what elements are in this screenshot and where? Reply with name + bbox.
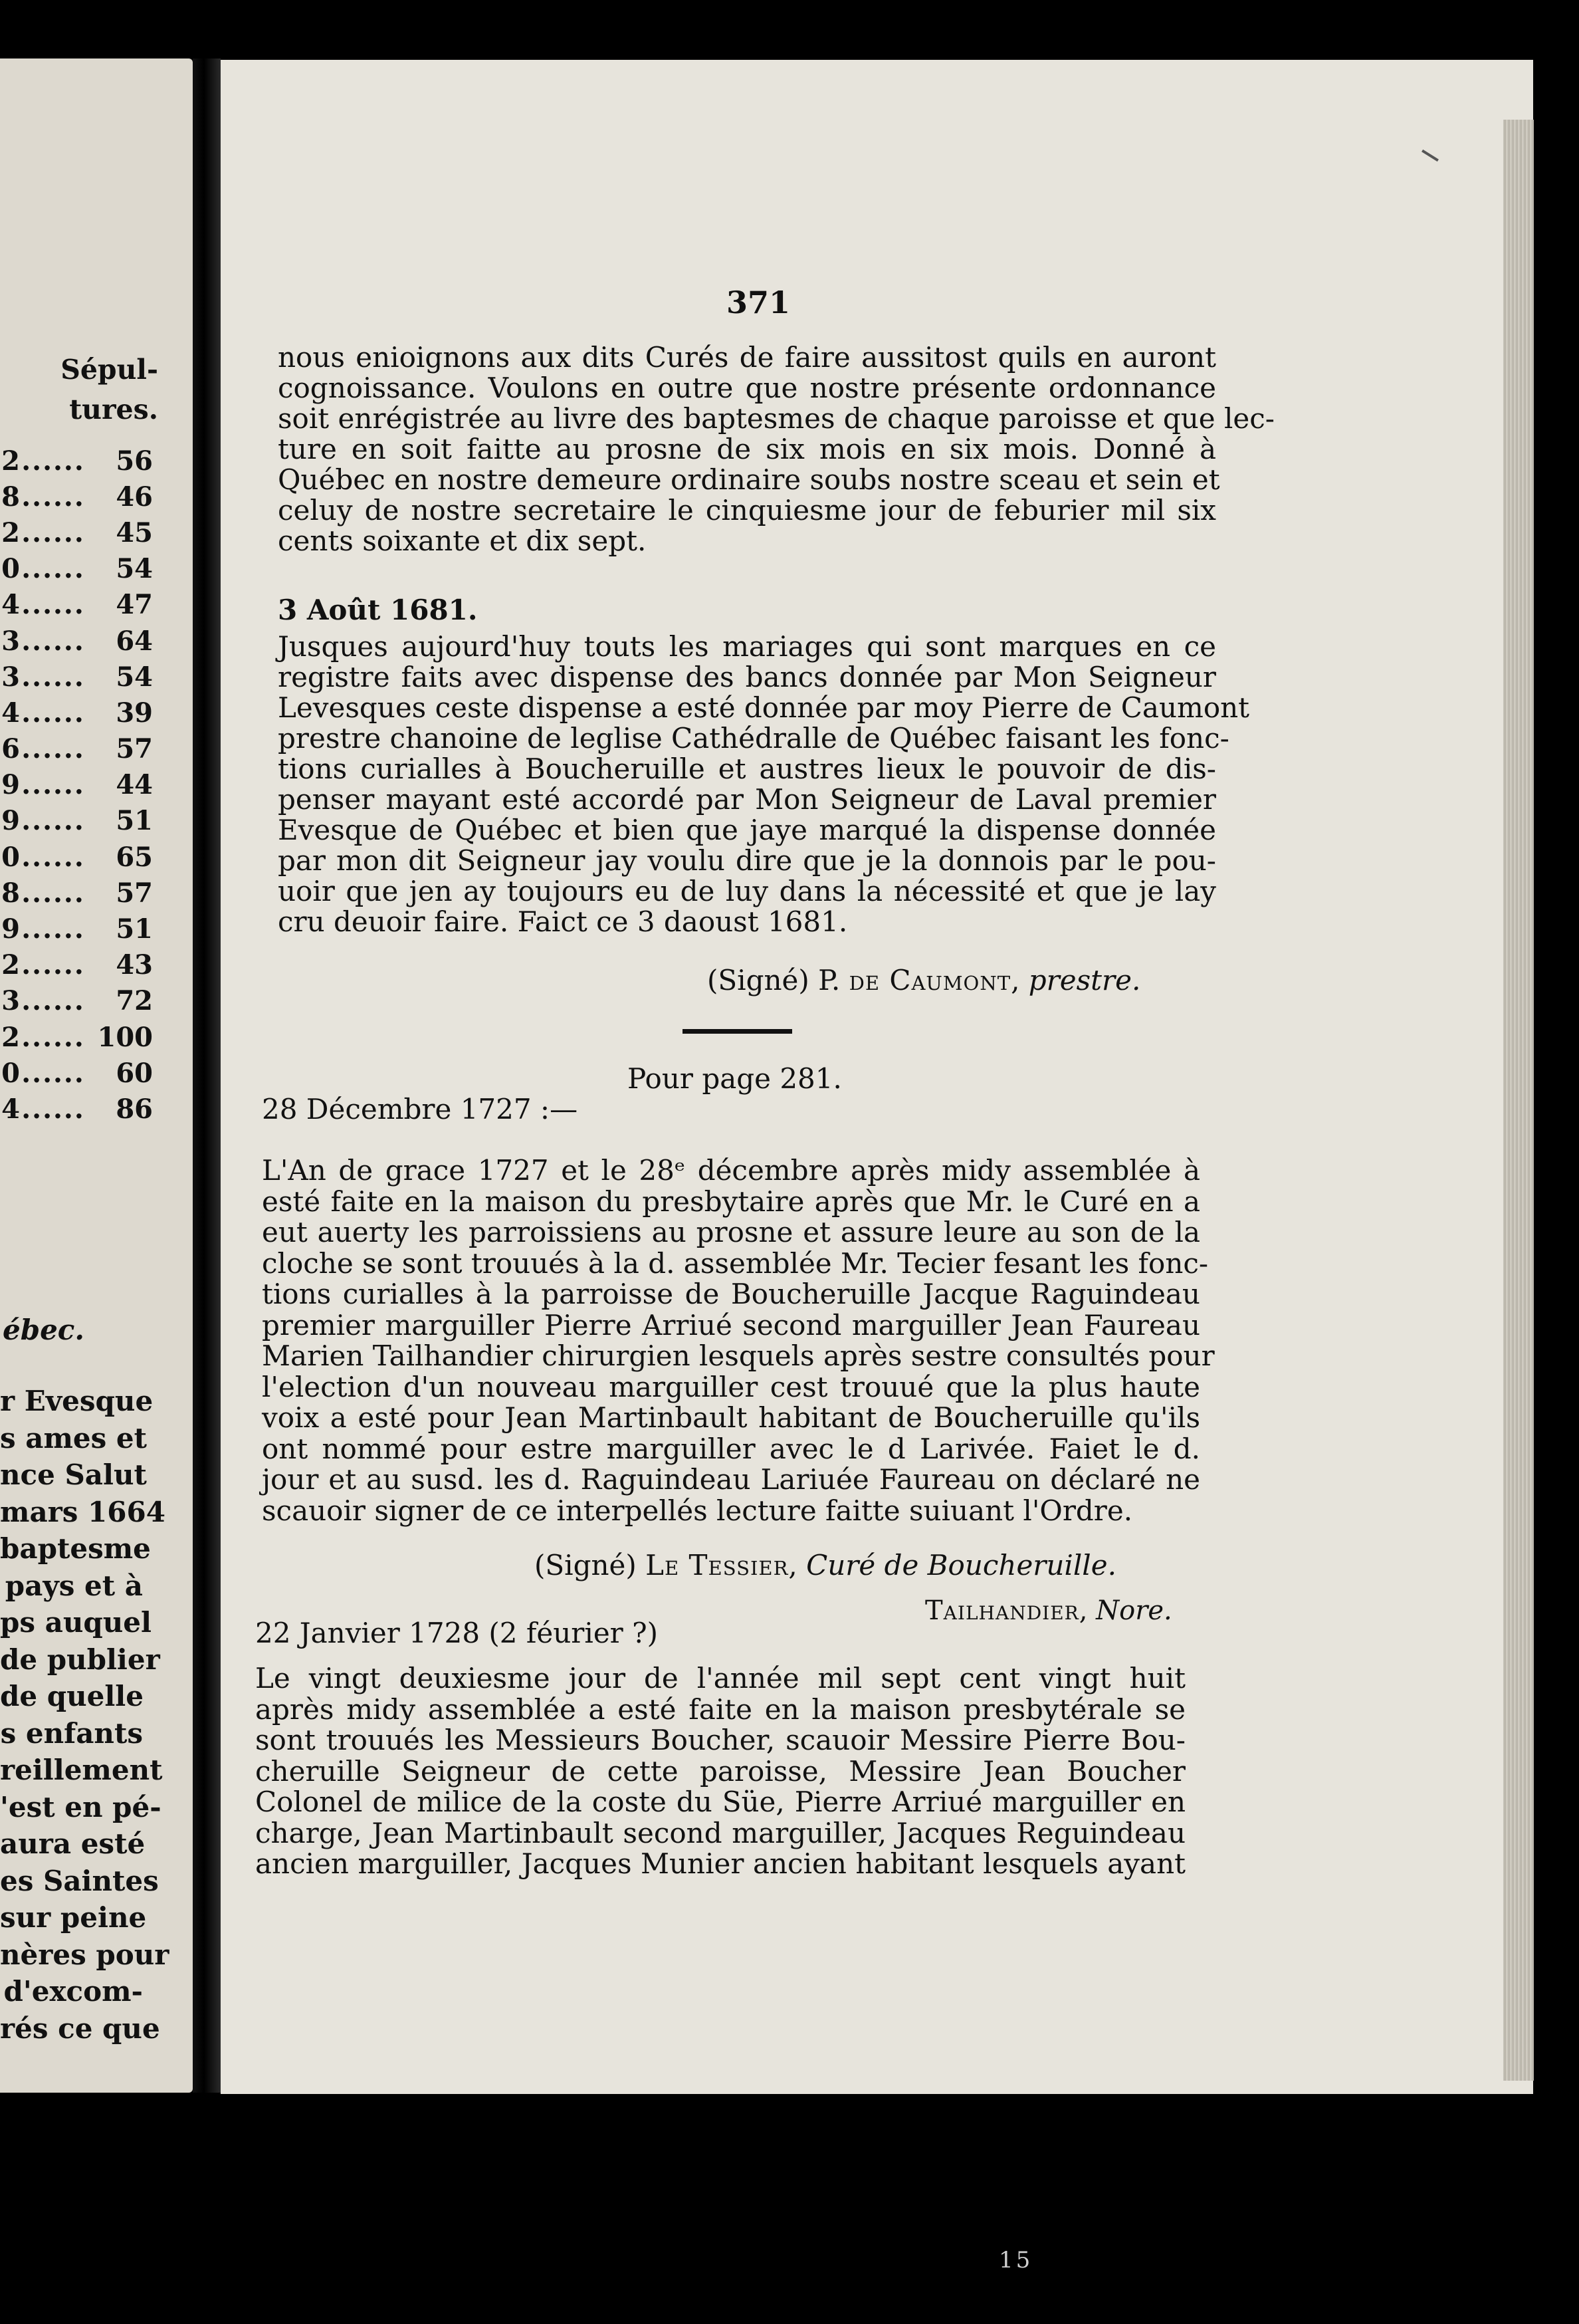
table-row bbox=[0, 1055, 159, 1091]
left-header-line: tures. bbox=[69, 394, 158, 425]
table-row bbox=[0, 911, 159, 947]
row-number: 3 bbox=[1, 661, 20, 693]
table-row bbox=[0, 839, 159, 875]
left-text-line: sur peine bbox=[0, 1901, 147, 1934]
row-value: 57 bbox=[116, 877, 153, 909]
table-row bbox=[0, 1091, 159, 1127]
text-line: cents soixante et dix sept. bbox=[278, 524, 647, 557]
text-line: cognoissance. Voulons en outre que nostre présente ordonnance bbox=[278, 372, 1216, 404]
row-value: 56 bbox=[116, 445, 153, 477]
row-leader: ...... bbox=[21, 1093, 85, 1125]
signature-prefix: (Signé) bbox=[534, 1549, 646, 1581]
table-row bbox=[0, 875, 159, 911]
row-leader: ...... bbox=[21, 661, 85, 693]
row-leader: ...... bbox=[21, 553, 85, 585]
row-number: 9 bbox=[1, 805, 20, 837]
left-text-line: ps auquel bbox=[0, 1606, 152, 1639]
row-value: 44 bbox=[116, 769, 153, 801]
book-gutter bbox=[193, 58, 221, 2093]
row-leader: ...... bbox=[21, 733, 85, 765]
signature-name: Tailhandier bbox=[925, 1595, 1079, 1626]
signature-title: prestre. bbox=[1028, 964, 1141, 996]
row-number: 9 bbox=[1, 769, 20, 801]
row-number: 4 bbox=[1, 589, 20, 621]
left-text-line: d'excom- bbox=[3, 1975, 143, 2008]
row-leader: ...... bbox=[21, 985, 85, 1017]
table-row bbox=[0, 695, 159, 731]
row-leader: ...... bbox=[21, 1021, 85, 1053]
text-line: registre faits avec dispense des bancs donnée par Mon Seigneur bbox=[278, 661, 1216, 693]
row-number: 9 bbox=[1, 913, 20, 945]
row-number: 0 bbox=[1, 1057, 20, 1089]
row-number: 4 bbox=[1, 1093, 20, 1125]
table-row bbox=[0, 767, 159, 803]
page-edge bbox=[1503, 120, 1534, 2081]
paragraph-assembly-1728 bbox=[255, 1663, 1186, 1880]
row-leader: ...... bbox=[21, 517, 85, 548]
text-line: l'election d'un nouveau marguiller cest trouué que la plus haute bbox=[262, 1370, 1200, 1403]
text-line: après midy assemblée a esté faite en la maison presbytérale se bbox=[255, 1692, 1186, 1726]
row-number: 0 bbox=[1, 553, 20, 585]
row-number: 4 bbox=[1, 697, 20, 729]
row-value: 39 bbox=[116, 697, 153, 729]
left-text-line: reillement bbox=[0, 1754, 163, 1786]
bottom-mark: 15 bbox=[999, 2247, 1033, 2273]
text-line: jour et au susd. les d. Raguindeau Lariuée Faureau on déclaré ne bbox=[262, 1463, 1200, 1496]
text-line: cru deuoir faire. Faict ce 3 daoust 1681. bbox=[278, 905, 848, 938]
text-line: prestre chanoine de leglise Cathédralle de Québec faisant les fonc- bbox=[278, 722, 1229, 755]
left-text-line: pays et à bbox=[5, 1569, 143, 1602]
left-text-line: aura esté bbox=[0, 1827, 146, 1860]
signature-caumont bbox=[707, 964, 1140, 996]
table-row bbox=[0, 731, 159, 767]
row-number: 3 bbox=[1, 985, 20, 1017]
text-line: tions curialles à Boucheruille et austres lieux le pouvoir de dis- bbox=[278, 753, 1216, 785]
row-leader: ...... bbox=[21, 949, 85, 981]
row-leader: ...... bbox=[21, 625, 85, 657]
left-text-line: es Saintes bbox=[0, 1864, 159, 1897]
signature-sep: , bbox=[1079, 1595, 1097, 1626]
row-number: 8 bbox=[1, 877, 20, 909]
text-line: Evesque de Québec et bien que jaye marqué la dispense donnée bbox=[278, 814, 1216, 846]
text-line: eut auerty les parroissiens au prosne et assure leure au son de la bbox=[262, 1216, 1200, 1248]
row-number: 3 bbox=[1, 625, 20, 657]
row-number: 2 bbox=[1, 1021, 20, 1053]
left-text-line: de quelle bbox=[0, 1680, 144, 1712]
left-header-line: Sépul- bbox=[60, 354, 158, 386]
left-text-line: nce Salut bbox=[0, 1458, 147, 1491]
text-line: Québec en nostre demeure ordinaire soubs nostre sceau et sein et bbox=[278, 463, 1220, 496]
date-heading-1681: 3 Août 1681. bbox=[278, 594, 478, 626]
row-number: 2 bbox=[1, 517, 20, 548]
row-value: 51 bbox=[116, 805, 153, 837]
signature-name: de Caumont bbox=[849, 964, 1011, 996]
table-row bbox=[0, 443, 159, 479]
text-line: soit enrégistrée au livre des baptesmes de chaque paroisse et que lec- bbox=[278, 402, 1275, 435]
row-value: 64 bbox=[116, 625, 153, 657]
left-column-header bbox=[39, 350, 158, 429]
row-leader: ...... bbox=[21, 877, 85, 909]
previous-page-fragment bbox=[0, 58, 193, 2093]
text-line: celuy de nostre secretaire le cinquiesme jour de feburier mil six bbox=[278, 494, 1216, 526]
left-text-line: baptesme bbox=[0, 1532, 151, 1565]
paragraph-ordinance bbox=[278, 341, 1275, 557]
left-text-line: s enfants bbox=[0, 1716, 143, 1750]
left-text-column bbox=[0, 1385, 169, 2049]
row-value: 47 bbox=[116, 589, 153, 621]
row-leader: ...... bbox=[21, 841, 85, 873]
text-line: ture en soit faitte au prosne de six mois en six mois. Donné à bbox=[278, 433, 1216, 465]
row-number: 6 bbox=[1, 733, 20, 765]
signature-name: Le Tessier bbox=[645, 1549, 789, 1581]
left-text-line: 'est en pé- bbox=[0, 1790, 161, 1823]
row-number: 2 bbox=[1, 445, 20, 477]
table-row bbox=[0, 515, 159, 550]
row-leader: ...... bbox=[21, 481, 85, 513]
left-text-line: nères pour bbox=[0, 1938, 169, 1971]
row-number: 0 bbox=[1, 841, 20, 873]
paragraph-marriages bbox=[278, 630, 1250, 938]
left-text-line: rés ce que bbox=[0, 2012, 160, 2045]
table-row bbox=[0, 623, 159, 659]
text-line: ancien marguiller, Jacques Munier ancien habitant lesquels ayant bbox=[255, 1847, 1186, 1880]
row-leader: ...... bbox=[21, 913, 85, 945]
row-number: 2 bbox=[1, 949, 20, 981]
text-line: sont trouués les Messieurs Boucher, scauoir Messire Pierre Bou- bbox=[255, 1724, 1186, 1756]
text-line: Levesques ceste dispense a esté donnée par moy Pierre de Caumont bbox=[278, 691, 1250, 724]
text-line: voix a esté pour Jean Martinbault habitant de Boucheruille qu'ils bbox=[262, 1401, 1200, 1434]
row-value: 45 bbox=[116, 517, 153, 548]
signature-tessier bbox=[534, 1549, 1116, 1581]
text-line: ont nommé pour estre marguiller avec le d Larivée. Faiet le d. bbox=[262, 1432, 1200, 1465]
signature-tailhandier bbox=[925, 1595, 1172, 1626]
left-text-line: s ames et bbox=[0, 1421, 148, 1454]
row-leader: ...... bbox=[21, 589, 85, 621]
table-row bbox=[0, 803, 159, 839]
text-line: uoir que jen ay toujours eu de luy dans la nécessité et que je lay bbox=[278, 875, 1216, 907]
table-row bbox=[0, 1019, 159, 1055]
table-row bbox=[0, 479, 159, 515]
signature-title: Curé de Boucheruille. bbox=[806, 1549, 1116, 1581]
text-line: par mon dit Seigneur jay voulu dire que je la donnois par le pou- bbox=[278, 844, 1216, 877]
row-leader: ...... bbox=[21, 769, 85, 801]
signature-prefix: (Signé) P. bbox=[707, 964, 849, 996]
left-text-line: mars 1664 bbox=[0, 1495, 165, 1528]
text-line: cloche se sont trouués à la d. assemblée Mr. Tecier fesant les fonc- bbox=[262, 1246, 1209, 1280]
row-leader: ...... bbox=[21, 805, 85, 837]
table-row bbox=[0, 659, 159, 695]
text-line: nous enioignons aux dits Curés de faire aussitost quils en auront bbox=[278, 341, 1216, 374]
text-line: Marien Tailhandier chirurgien lesquels après sestre consultés pour bbox=[262, 1339, 1215, 1372]
paragraph-assembly-1727 bbox=[262, 1154, 1215, 1527]
left-burials-table bbox=[0, 443, 159, 1127]
text-line: penser mayant esté accordé par Mon Seigneur de Laval premier bbox=[278, 783, 1216, 816]
text-line: charge, Jean Martinbault second marguiller, Jacques Reguindeau bbox=[255, 1816, 1186, 1849]
text-line: Colonel de milice de la coste du Süe, Pierre Arriué marguiller en bbox=[255, 1786, 1186, 1818]
left-heading: ébec. bbox=[3, 1314, 85, 1346]
row-value: 60 bbox=[116, 1057, 153, 1089]
text-line: scauoir signer de ce interpellés lecture faitte suiuant l'Ordre. bbox=[262, 1494, 1133, 1527]
text-line: tions curialles à la parroisse de Boucheruille Jacque Raguindeau bbox=[262, 1278, 1200, 1310]
text-line: premier marguiller Pierre Arriué second marguiller Jean Faureau bbox=[262, 1308, 1200, 1341]
date-heading-1727: 28 Décembre 1727 :— bbox=[262, 1093, 578, 1125]
row-leader: ...... bbox=[21, 1057, 85, 1089]
row-value: 100 bbox=[97, 1021, 153, 1053]
left-text-line: de publier bbox=[0, 1643, 160, 1676]
text-line: Jusques aujourd'huy touts les mariages qui sont marques en ce bbox=[278, 630, 1216, 663]
row-leader: ...... bbox=[21, 697, 85, 729]
row-value: 86 bbox=[116, 1093, 153, 1125]
text-line: esté faite en la maison du presbytaire après que Mr. le Curé en a bbox=[262, 1185, 1200, 1218]
signature-sep: , bbox=[788, 1549, 807, 1581]
left-text-line: r Evesque bbox=[0, 1385, 154, 1417]
date-heading-1728: 22 Janvier 1728 (2 féurier ?) bbox=[255, 1617, 659, 1649]
row-value: 54 bbox=[116, 661, 153, 693]
row-value: 46 bbox=[116, 481, 153, 513]
table-row bbox=[0, 983, 159, 1019]
row-value: 65 bbox=[116, 841, 153, 873]
text-line: cheruille Seigneur de cette paroisse, Messire Jean Boucher bbox=[255, 1754, 1186, 1788]
section-heading: Pour page 281. bbox=[627, 1062, 842, 1095]
signature-sep: , bbox=[1011, 964, 1029, 996]
section-divider bbox=[683, 1029, 792, 1034]
page-number: 371 bbox=[726, 285, 791, 320]
row-value: 43 bbox=[116, 949, 153, 981]
row-leader: ...... bbox=[21, 445, 85, 477]
table-row bbox=[0, 551, 159, 587]
text-line: L'An de grace 1727 et le 28ᵉ décembre après midy assemblée à bbox=[262, 1154, 1200, 1187]
row-value: 51 bbox=[116, 913, 153, 945]
row-number: 8 bbox=[1, 481, 20, 513]
row-value: 72 bbox=[116, 985, 153, 1017]
row-value: 57 bbox=[116, 733, 153, 765]
table-row bbox=[0, 587, 159, 623]
signature-title: Nore. bbox=[1096, 1595, 1172, 1626]
table-row bbox=[0, 947, 159, 983]
text-line: Le vingt deuxiesme jour de l'année mil sept cent vingt huit bbox=[255, 1662, 1186, 1694]
row-value: 54 bbox=[116, 553, 153, 585]
